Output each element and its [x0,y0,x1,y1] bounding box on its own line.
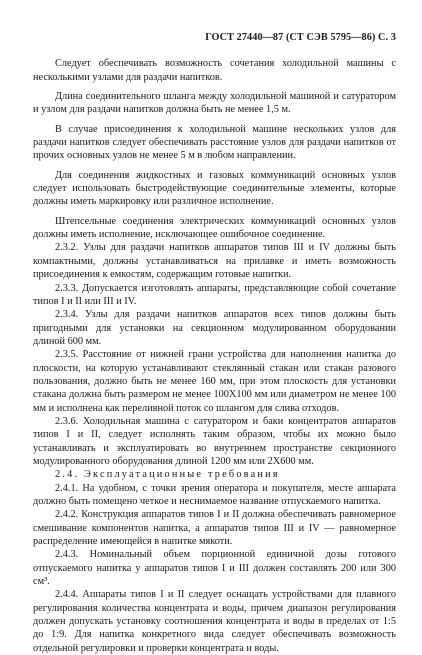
paragraph: 2.3.4. Узлы для раздачи напитков аппаратов всех типов должны быть пригодными для установки на секционном модулированном оборудовании длиной 600 мм. [33,309,396,347]
paragraph: 2.4.2. Конструкция аппаратов типов I и II должна обеспечивать равномерное смешивание компонентов напитка, а аппаратов типов III и IV — равномерное распределение имеющейся в напитке мякоти. [33,509,396,548]
paragraph: 2.3.6. Холодильная машина с сатуратором и баки концентратов аппаратов типов I и II, следует исполнять таким образом, чтобы их можно было устанавливать и эксплуатировать во внутреннем пространстве секционного модулированного оборудования длиной 1200 мм или 2Х600 мм. [33,415,396,467]
paragraph: 2.4.3. Номинальный объем порционной единичной дозы готового отпускаемого напитка у аппаратов типов I и III должен составлять 200 или 300 см³. [33,549,396,588]
paragraph: Штепсельные соединения электрических коммуникаций основных узлов должны иметь исполнение, исключающее ошибочное соединение. [33,215,396,241]
paragraph: 2.4.1. На удобном, с точки зрения оператора и покупателя, месте аппарата должно быть помещено четкое и неснимаемое название отпускаемого напитка. [33,482,396,507]
paragraph: 2.4.4. Аппараты типов I и II следует оснащать устройствами для плавного регулирования количества концентрата и воды, причем диапазон регулирования должен допускать установку соотношения концентрата и воды в пределах от 1:5 до 1:9. Для напитка конкретного вида следует обеспечивать возможность отдельной регулировки и проверки концентрата и воды. [33,589,396,654]
section-heading: 2.4. Эксплуатационные требования [55,469,280,481]
paragraph: Длина соединительного шланга между холодильной машиной и сатуратором и узлом для раздачи напитков должна быть не менее 1,5 м. [33,91,396,116]
paragraph: Следует обеспечивать возможность сочетания холодильной машины с несколькими узлами для раздачи напитков. [33,58,396,83]
paragraph: Для соединения жидкостных и газовых коммуникаций основных узлов следует использовать быстродействующие соединительные элементы, которые должны иметь маркировку или различное исполнение. [33,169,396,208]
paragraph: В случае присоединения к холодильной машине нескольких узлов для раздачи напитков следует обеспечивать расстояние узлов для раздачи напитков от прочих основных узлов не менее 5 м в любом направлении. [33,123,396,162]
paragraph: 2.3.2. Узлы для раздачи напитков аппаратов типов III и IV должны быть компактными, должны устанавливаться на прилавке и иметь возможность присоединения к емкостям, содержащим готовые напитки. [33,242,396,281]
page-header: ГОСТ 27440—87 (СТ СЭВ 5795—86) С. 3 [205,32,396,43]
paragraph: 2.3.5. Расстояние от нижней грани устройства для наполнения напитка до плоскости, на которую устанавливают стеклянный стакан или стакан разового пользования, должно быть не менее 160 мм, при этом плоскость для установки стакана должна быть размером не менее 100Х100 мм или диаметром не менее 100 мм и исполнена как переливной поток со шлангом для слива отходов. [33,349,396,414]
paragraph: 2.3.3. Допускается изготовлять аппараты, представляющие собой сочетание типов I и II или III и IV. [33,282,396,307]
